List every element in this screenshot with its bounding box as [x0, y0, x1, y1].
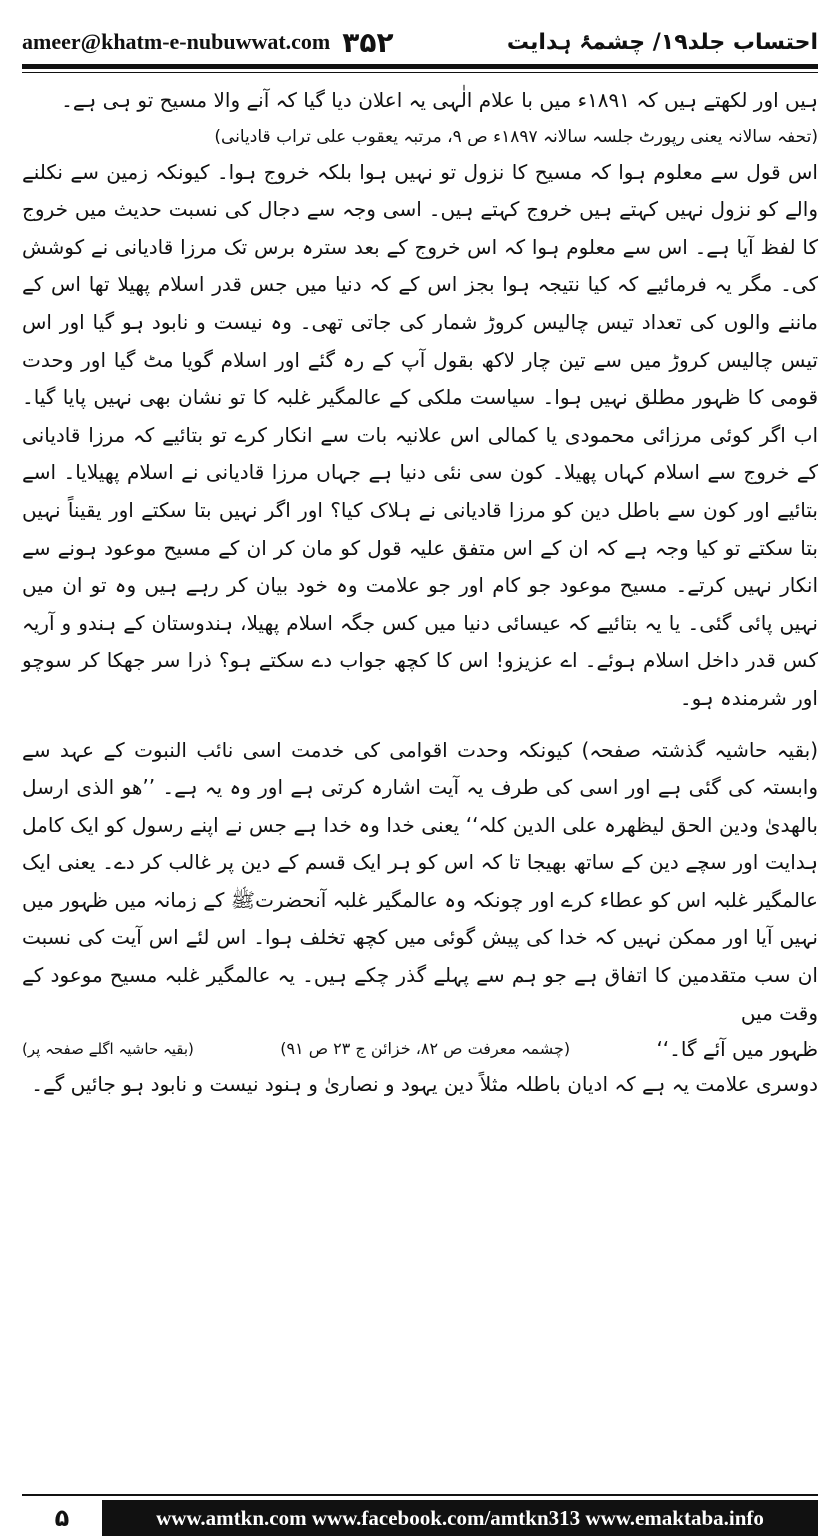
- footnote-last-line: ظہور میں آئے گا۔‘‘: [656, 1037, 818, 1062]
- header-left: [22, 26, 394, 59]
- footnote-reference: (چشمہ معرفت ص ۸۲، خزائن ج ۲۳ ص ۹۱): [280, 1039, 571, 1059]
- footnote-paragraph: (بقیہ حاشیہ گذشتہ صفحہ) کیونکہ وحدت اقوامی کی خدمت اسی نائب النبوت کے عہد سے وابستہ کی گئی ہے اور اسی کی طرف یہ آیت اشارہ کرتی ہے اور وہ یہ ہے۔ ’’ھو الذی ارسل بالھدیٰ ودین الحق لیظھرہ علی الدین کلہ‘‘ یعنی خدا وہ خدا ہے جس نے اپنے رسول کو ایک کامل ہدایت اور سچے دین کے ساتھ بھیجا تا کہ اس کو ہر ایک قسم کے دین پر غالب کر دے۔ یعنی ایک عالمگیر غلبہ اس کو عطاء کرے اور چونکہ وہ عالمگیر غلبہ آنحضرتﷺ کے زمانہ میں ظہور میں نہیں آیا اور ممکن نہیں کہ خدا کی پیش گوئی میں کچھ تخلف ہوا۔ اس لئے اس آیت کی نسبت ان سب متقدمین کا اتفاق ہے جو ہم سے پہلے گذر چکے ہیں۔ یہ عالمگیر غلبہ مسیح موعود کے وقت میں: [22, 737, 818, 1025]
- citation-1: (تحفہ سالانہ یعنی رپورٹ جلسہ سالانہ ۱۸۹۷ء ص ۹، مرتبہ یعقوب علی تراب قادیانی): [214, 126, 818, 147]
- body-paragraph-2: دوسری علامت یہ ہے کہ ادیان باطلہ مثلاً دین یہود و نصاریٰ و ہنود نیست و نابود ہو جائیں گے۔: [31, 1072, 818, 1097]
- footer-rule: [22, 1494, 818, 1496]
- footnote-reference-row: [22, 1032, 818, 1066]
- body-line-1: ہیں اور لکھتے ہیں کہ ۱۸۹۱ء میں با علام الٰہی یہ اعلان دیا گیا کہ آنے والا مسیح تو ہی ہے۔: [61, 88, 818, 112]
- body-paragraph-1: اس قول سے معلوم ہوا کہ مسیح کا نزول تو نہیں ہوا بلکہ خروج ہوا۔ کیونکہ زمین سے نکلنے والے کو نزول نہیں کہتے ہیں خروج کہتے ہیں۔ اسی وجہ سے دجال کی نسبت حدیث میں خروج کا لفظ آیا ہے۔ اس سے معلوم ہوا کہ اس خروج کے بعد سترہ برس تک مرزا قادیانی نے کوشش کی۔ مگر یہ فرمائیے کہ کیا نتیجہ ہوا بجز اس کے کہ دنیا میں جس قدر اسلام پھیلا تھا اس کے ماننے والوں کی تعداد تیس چالیس کروڑ شمار کی جاتی تھی۔ وہ نیست و نابود ہو گیا اور اس تیس چالیس کروڑ میں سے تین چار لاکھ بقول آپ کے رہ گئے اور اسلام گویا مٹ گیا اور وحدت قومی کا ظہور مطلق نہیں ہوا۔ سیاست ملکی کے عالمگیر غلبہ کا تو نشان بھی نہیں پایا گیا۔ اب اگر کوئی مرزائی محمودی یا کمالی اس علانیہ بات سے انکار کرے تو بتائیے کہ مرزا قادیانی کے خروج سے اسلام کہاں پھیلا۔ کون سی نئی دنیا ہے جہاں مرزا قادیانی نے اسلام پھیلایا۔ اسے بتائیے اور کون سے باطل دین کو مرزا قادیانی نے ہلاک کیا؟ اور اگر نہیں بتا سکتے اور یقیناً نہیں بتا سکتے تو کیا وجہ ہے کہ ان کے اس متفق علیہ قول کو مان کر ان کے مسیح موعود ہونے سے انکار نہیں کرتے۔ مسیح موعود جو کام اور جو علامت وہ خود بیان کر رہے ہیں وہ تو ان میں نہیں پائی گئی۔ یا یہ بتائیے کہ عیسائی دنیا میں کس جگہ اسلام پھیلا، ہندوستان کے ہندو و آریہ کس قدر داخل اسلام ہوئے۔ اے عزیزو! اس کا کچھ جواب دے سکتے ہو؟ ذرا سر جھکا کر سوچو اور شرمندہ ہو۔: [22, 159, 819, 710]
- footer-links-bar: www.amtkn.com www.facebook.com/amtkn313 www.emaktaba.info: [102, 1500, 818, 1536]
- footnote-continued: (بقیہ حاشیہ اگلے صفحہ پر): [22, 1040, 194, 1059]
- header-rule-thin: [22, 72, 818, 73]
- header-book-title: احتساب جلد۱۹/ چشمۂ ہدایت: [506, 29, 818, 55]
- page-header: [22, 18, 818, 66]
- page-footer: [22, 1500, 818, 1536]
- header-rule-thick: [22, 64, 818, 69]
- page-body: [22, 82, 818, 1104]
- header-email: ameer@khatm-e-nubuwwat.com: [22, 29, 331, 54]
- header-page-number: ۳۵۲: [342, 25, 394, 59]
- footer-page-box: ۵: [54, 1504, 70, 1532]
